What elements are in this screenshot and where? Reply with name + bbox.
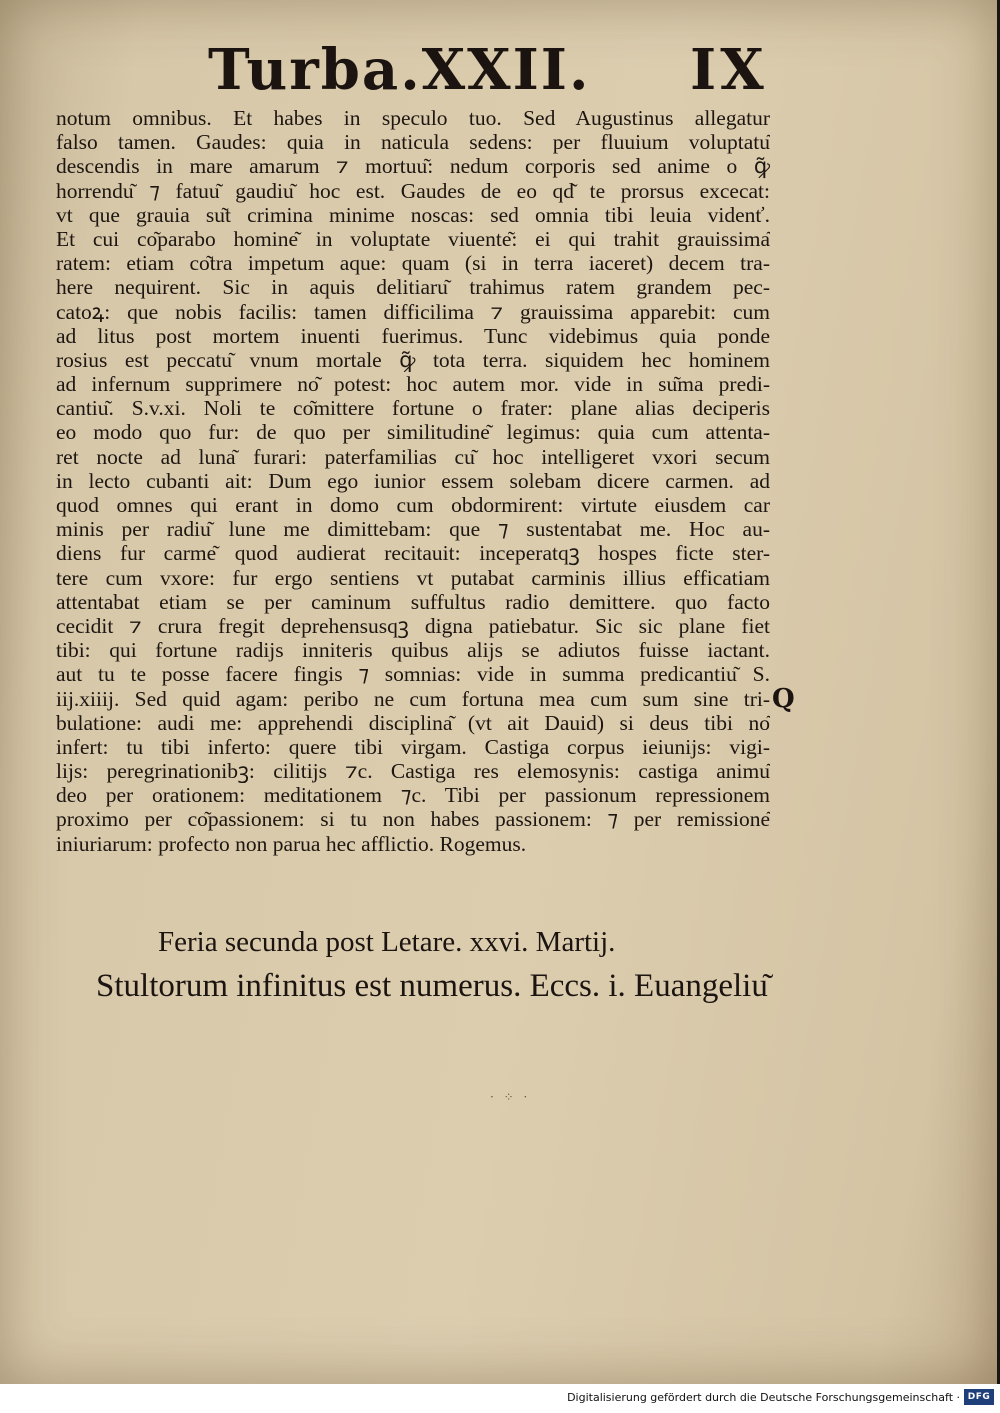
text-line: horrendu͂ ⁊ fatuu͂ gaudiu͂ hoc est. Gaudes de eo qd͂ te prorsus excecat: — [56, 178, 770, 203]
text-line: falso tamen. Gaudes: quia in naticula sedens: per fluuium voluptatu͂ — [56, 130, 770, 155]
text-line: ad litus post mortem inuenti fuerimus. Tunc videbimus quia ponde — [56, 323, 770, 348]
text-line: notum omnibus. Et habes in speculo tuo. Sed Augustinus allegatur — [56, 106, 770, 130]
text-line: catoꝝ: que nobis facilis: tamen difficilima ⁊ grauissima apparebit: cum — [56, 299, 770, 324]
text-line: iij.xiiij. Sed quid agam: peribo ne cum fortuna mea cum sum sine tri- — [56, 686, 770, 711]
text-line: ret nocte ad luna͂ furari: paterfamilias cu͂ hoc intelligeret vxori secum — [56, 444, 770, 469]
text-line: cecidit ⁊ crura fregit deprehensusqꝫ digna patiebatur. Sic sic plane fiet — [56, 613, 770, 638]
text-line: rosius est peccatu͂ vnum mortale ꝙ͂ tota terra. siquidem hec hominem — [56, 347, 770, 372]
text-line: deo per orationem: meditationem ⁊c. Tibi per passionum repressionem — [56, 783, 770, 808]
text-line: tibi: qui fortune radijs inniteris quibus alijs se adiutos fuisse iactant. — [56, 638, 770, 663]
text-line: iniuriarum: profecto non parua hec afflictio. Rogemus. — [56, 831, 527, 856]
text-line: tere cum vxore: fur ergo sentiens vt putabat carminis illius efficatiam — [56, 565, 770, 590]
text-line: diens fur carme͂ quod audierat recitauit: inceperatqꝫ hospes ficte ster- — [56, 541, 770, 566]
sermon-heading: Feria secunda post Letare. xxvi. Martij. — [158, 926, 616, 958]
text-line: vt que grauia su͂t crimina minime noscas: sed omnia tibi leuia videnť. — [56, 202, 770, 227]
text-line: ratem: etiam co͂tra impetum aque: quam (si in terra iaceret) decem tra- — [56, 251, 770, 276]
text-line: bulatione: audi me: apprehendi disciplina͂ (vt ait Dauid) si deus tibi no͂ — [56, 710, 770, 735]
text-line: infert: tu tibi inferto: quere tibi virgam. Castiga corpus ieiunijs: vigi- — [56, 734, 770, 759]
folio-number: IX — [690, 37, 768, 103]
text-line: descendis in mare amarum ⁊ mortuu͂: nedum corporis sed anime o ꝙ͂ — [56, 154, 770, 179]
text-line: ad infernum supprimere no͂ potest: hoc autem mor. vide in su͂ma predi- — [56, 372, 770, 397]
text-line: lijs: peregrinationibꝫ: cilitijs ⁊c. Castiga res elemosynis: castiga animu͂ — [56, 759, 770, 784]
text-line: attentabat etiam se per caminum suffultus radio demittere. quo facto — [56, 589, 770, 614]
text-line: eo modo quo fur: de quo per similitudine͂ legimus: quia cum attenta- — [56, 420, 770, 445]
sermon-theme: Stultorum infinitus est numerus. Eccs. i. Euangeliu͂ — [96, 968, 768, 1004]
ink-specks: · ⁘ · — [490, 1090, 531, 1104]
text-line: in lecto cubanti ait: Dum ego iunior essem solebam dicere carmen. ad — [56, 468, 770, 493]
text-line: here nequirent. Sic in aquis delitiaru͂ trahimus ratem grandem pec- — [56, 275, 770, 300]
dfg-logo: DFG — [964, 1389, 994, 1405]
text-line: minis per radiu͂ lune me dimittebam: que ⁊ sustentabat me. Hoc au- — [56, 517, 770, 542]
text-line: aut tu te posse facere fingis ⁊ somnias: vide in summa predicantiu͂ S. — [56, 662, 770, 687]
text-line: proximo per co͂passionem: si tu non habes passionem: ⁊ per remissione͂ — [56, 807, 770, 832]
footer-credit: Digitalisierung gefördert durch die Deutsche Forschungsgemeinschaft · — [567, 1391, 960, 1404]
body-text — [56, 106, 770, 856]
text-line: quod omnes qui erant in domo cum obdormirent: virtute eiusdem car — [56, 493, 770, 517]
text-line: Et cui co͂parabo homine͂ in voluptate viuente͂: ei qui trahit grauissima͂ — [56, 226, 770, 251]
running-head: Turba.XXII. — [208, 37, 591, 103]
text-line: cantiu͂. S.v.xi. Noli te co͂mittere fortune o frater: plane alias deciperis — [56, 396, 770, 421]
margin-note: Q — [772, 684, 795, 714]
